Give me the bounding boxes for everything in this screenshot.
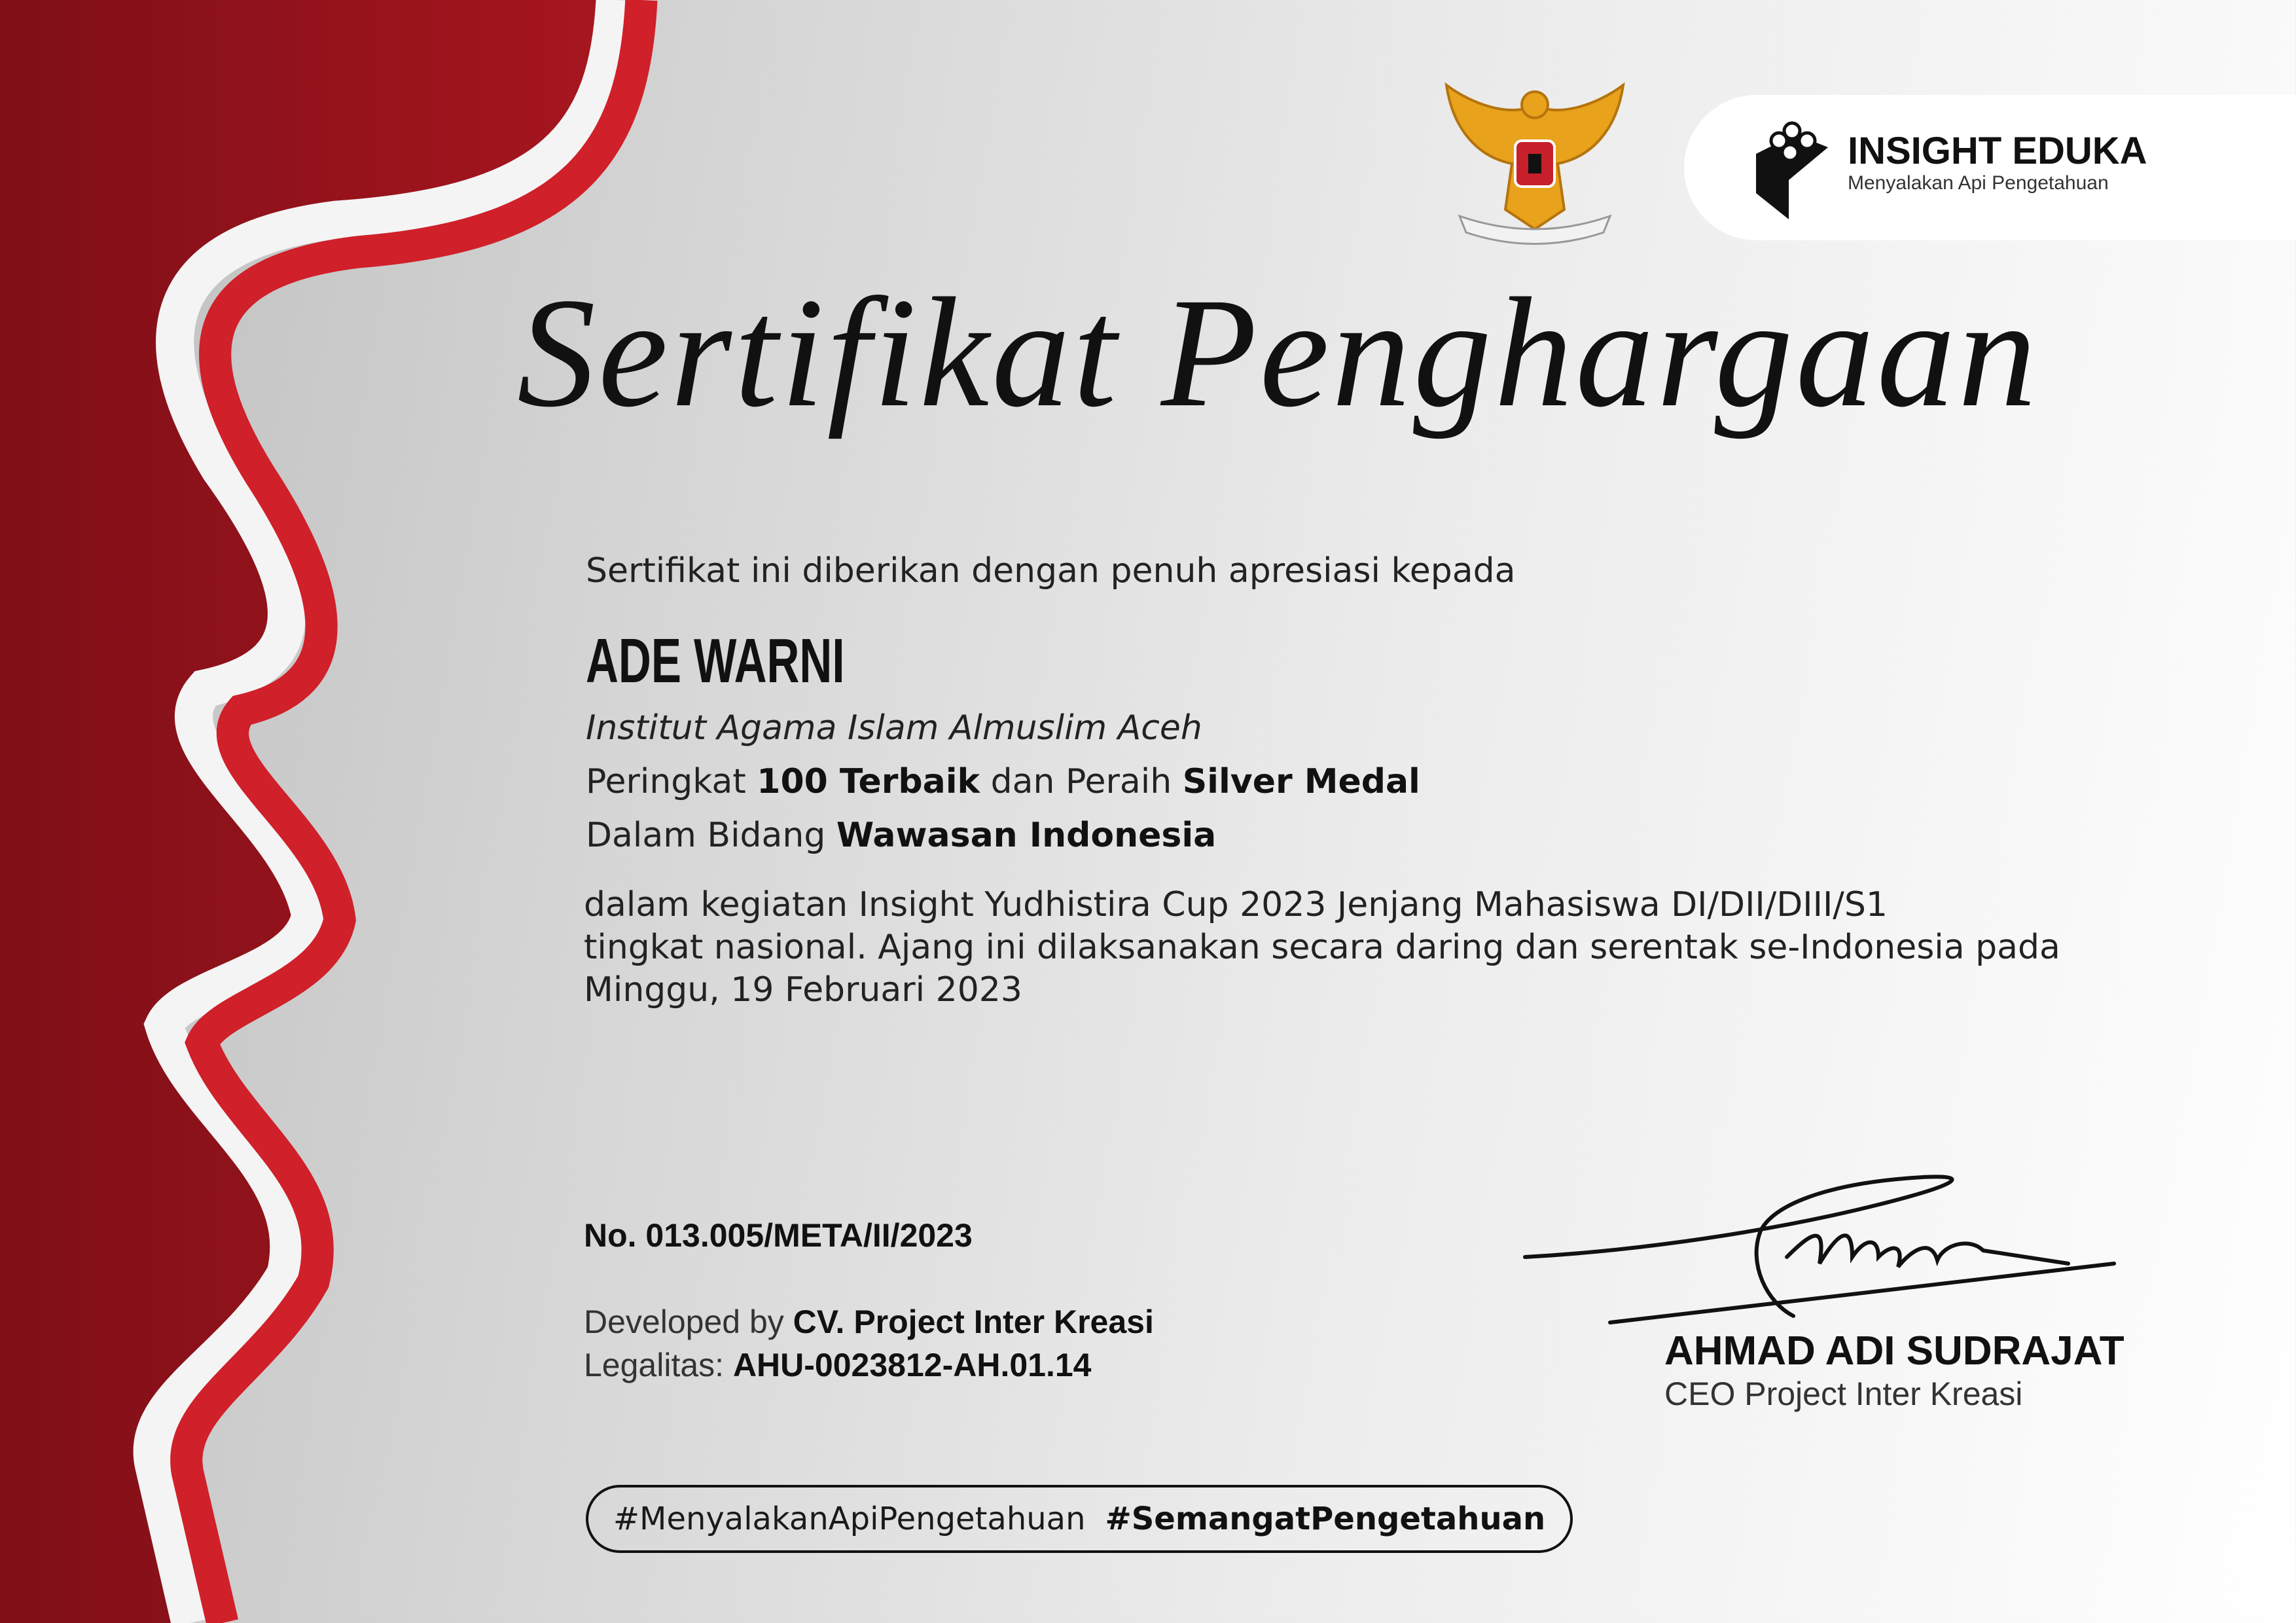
medal-value: Silver Medal — [1182, 762, 1420, 801]
rank-line — [586, 762, 1420, 801]
logo-title: INSIGHT EDUKA — [1848, 130, 2147, 172]
legal-line — [584, 1346, 1091, 1384]
hashtag-first: #MenyalakanApiPengetahuan — [613, 1501, 1086, 1537]
intro-text: Sertifikat ini diberikan dengan penuh apresiasi kepada — [586, 551, 1516, 591]
field-line — [586, 816, 1216, 855]
rank-mid: dan Peraih — [990, 762, 1172, 801]
insight-eduka-logo-icon — [1749, 115, 1835, 219]
signature-mark — [1512, 1152, 2134, 1336]
logo-tagline: Menyalakan Api Pengetahuan — [1848, 172, 2109, 194]
legal-number: AHU-0023812-AH.01.14 — [732, 1347, 1092, 1383]
certificate-title: Sertifikat Penghargaan — [517, 265, 2039, 439]
hashtag-banner — [586, 1485, 1573, 1553]
hashtag-second: #SemangatPengetahuan — [1105, 1501, 1546, 1537]
insight-eduka-logo — [1684, 95, 2296, 240]
rank-value: 100 Terbaik — [757, 762, 980, 801]
field-value: Wawasan Indonesia — [836, 816, 1217, 855]
event-description — [584, 884, 2060, 1012]
recipient-institution: Institut Agama Islam Almuslim Aceh — [586, 708, 1202, 748]
description-line-3: Minggu, 19 Februari 2023 — [584, 970, 1022, 1010]
developer-prefix: Developed by — [584, 1304, 784, 1340]
description-line-1: dalam kegiatan Insight Yudhistira Cup 2023 Jenjang Mahasiswa DI/DII/DIII/S1 — [584, 885, 1888, 924]
rank-prefix: Peringkat — [586, 762, 746, 801]
description-line-2: tingkat nasional. Ajang ini dilaksanakan secara daring dan serentak se-Indonesia pada — [584, 928, 2060, 967]
garuda-pancasila-emblem — [1433, 79, 1636, 262]
legal-prefix: Legalitas: — [584, 1347, 725, 1383]
developer-line — [584, 1303, 1154, 1341]
field-prefix: Dalam Bidang — [586, 816, 826, 855]
developer-name: CV. Project Inter Kreasi — [793, 1304, 1154, 1340]
signatory-name: AHMAD ADI SUDRAJAT — [1664, 1328, 2125, 1374]
recipient-name: ADE WARNI — [586, 626, 845, 696]
certificate-number: No. 013.005/META/II/2023 — [584, 1217, 973, 1254]
signatory-role: CEO Project Inter Kreasi — [1664, 1376, 2023, 1412]
